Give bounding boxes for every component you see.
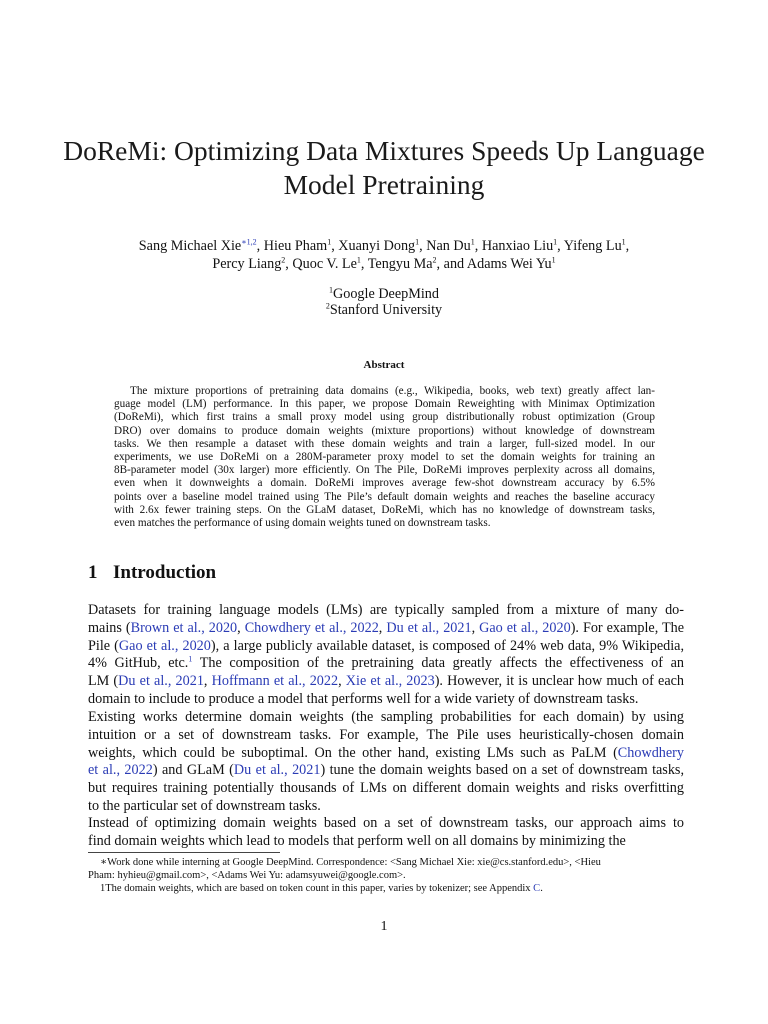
author-line-2 [60, 255, 708, 273]
abstract-line: even matches the performance of using domain weights tuned on downstream tasks. [114, 517, 491, 530]
author-affiliation-mark: 1 [415, 237, 420, 247]
section-heading [88, 562, 216, 584]
author-name: , Quoc V. Le [285, 256, 357, 272]
paragraph-text: ) tune the domain weights based on a set of downstream tasks, [320, 762, 684, 779]
author-name: , Hieu Pham [256, 238, 328, 254]
author-affiliation-mark: 1 [327, 237, 332, 247]
paragraph-text: Pile ( [88, 637, 119, 654]
author-name: , Xuanyi Dong [331, 238, 416, 254]
paper-title [60, 134, 708, 202]
paragraph-line [88, 780, 684, 798]
affiliation-stanford [60, 302, 708, 318]
paragraph-line [88, 798, 684, 816]
abstract-line: The mixture proportions of pretraining data domains (e.g., Wikipedia, books, web text) greatly affect lan- [130, 385, 655, 397]
paragraph-text: ), a large publicly available dataset, is composed of 24% web data, 9% Wikipedia, [210, 637, 685, 654]
paragraph-line [88, 727, 684, 745]
author-affiliation-mark: 2 [281, 255, 286, 265]
paragraph-text: to the particular set of downstream tasks. [88, 797, 321, 814]
citation-link[interactable]: et al., 2022 [88, 762, 153, 779]
paragraph-text: find domain weights which lead to models that perform well on all domains by minimizing the [88, 832, 626, 849]
affiliation-mark: 1 [329, 285, 333, 295]
paragraph-text: Datasets for training language models (LMs) are typically sampled from a mixture of many do- [88, 602, 684, 618]
abstract-line: DRO) over domains to produce domain weights (mixture proportions) without knowledge of downstream [114, 424, 655, 437]
abstract-line: guage model (LM) performance. In this paper, we propose Domain Reweighting with Minimax Optimization [114, 398, 655, 411]
author-name: , Nan Du [419, 238, 471, 254]
author-list [60, 237, 708, 273]
paragraph-text: ). However, it is unclear how much of each [434, 673, 685, 690]
citation-link[interactable]: Brown et al., 2020 [130, 619, 238, 636]
author-name: , Tengyu Ma [360, 256, 433, 272]
author-affiliation-mark: 1 [470, 237, 475, 247]
paragraph-text: Instead of optimizing domain weights based on a set of downstream tasks, our approach aims to [88, 815, 684, 831]
footnote-1-line-1: ∗Work done while interning at Google DeepMind. Correspondence: <Sang Michael Xie: xie@cs.stanford.edu>, <Hieu [100, 857, 601, 868]
appendix-link[interactable]: C [533, 883, 541, 894]
abstract-line: tasks. We then resample a dataset with these domain weights and train a larger, full-sized model. In our [114, 437, 655, 450]
page-number: 1 [380, 919, 388, 934]
paragraph-line [88, 620, 684, 638]
footnote-rule [88, 852, 280, 853]
paragraph-text: weights, which could be suboptimal. On the other hand, existing LMs such as PaLM ( [88, 744, 618, 761]
paragraph-text: , [378, 619, 387, 636]
abstract-line: 8B-parameter model (30x larger) more efficiently. On The Pile, DoReMi improves perplexity across all domains, [114, 464, 655, 477]
author-line-1 [60, 237, 708, 255]
paragraph-text: ) and GLaM ( [152, 762, 234, 779]
author-name: Sang Michael Xie [138, 238, 242, 254]
paragraph-text: domain to include to produce a model that performs well for a wide variety of downstream tasks. [88, 690, 639, 707]
author-affiliation-mark: 2 [432, 255, 437, 265]
paragraph-text: 4% GitHub, etc. [88, 655, 189, 672]
footnote-ref-link[interactable]: 1 [188, 654, 193, 664]
abstract-line: points over a baseline model trained using The Pile’s default domain weights and reaches the baseline accuracy [114, 490, 655, 503]
author-affiliation-mark: ∗1,2 [241, 237, 257, 247]
paragraph-line [88, 815, 684, 833]
paragraph-line [88, 709, 684, 727]
title-line-1: DoReMi: Optimizing Data Mixtures Speeds Up Language [63, 135, 705, 166]
paragraph-text: The composition of the pretraining data greatly affects the effectiveness of an [192, 655, 684, 672]
paragraph-line [88, 762, 684, 780]
paragraph-text: , [203, 673, 212, 690]
citation-link[interactable]: Gao et al., 2020 [479, 619, 571, 636]
author-name: , [625, 238, 630, 254]
paragraph-line [88, 602, 684, 620]
author-affiliation-mark: 1 [553, 237, 558, 247]
affiliation-name: Google DeepMind [333, 286, 439, 302]
author-affiliation-mark: 1 [551, 255, 556, 265]
paragraph-text: mains ( [88, 619, 131, 636]
affiliation-google [60, 286, 708, 302]
author-name: , Yifeng Lu [557, 238, 622, 254]
citation-link[interactable]: Du et al., 2021 [118, 673, 204, 690]
citation-link[interactable]: Gao et al., 2020 [118, 637, 211, 654]
paragraph-line [88, 673, 684, 691]
paragraph-line [88, 833, 684, 851]
author-name: , Hanxiao Liu [474, 238, 554, 254]
citation-link[interactable]: Chowdhery et al., 2022 [244, 619, 379, 636]
citation-link[interactable]: Chowdhery [617, 744, 684, 761]
citation-link[interactable]: Hoffmann et al., 2022 [211, 673, 339, 690]
author-affiliation-mark: 1 [356, 255, 361, 265]
abstract-line: with 2.6x fewer training steps. On the GLaM dataset, DoReMi, which has no knowledge of downstream tasks, [114, 503, 655, 516]
citation-link[interactable]: Du et al., 2021 [386, 619, 472, 636]
paragraph-text: , [237, 619, 245, 636]
paragraph-line [88, 655, 684, 673]
title-line-2: Model Pretraining [283, 169, 485, 200]
author-affiliation-mark: 1 [621, 237, 626, 247]
paragraph-1 [88, 602, 684, 709]
abstract-body [114, 385, 655, 530]
paragraph-2 [88, 709, 684, 816]
paragraph-text: LM ( [88, 673, 119, 690]
section-number: 1 [88, 562, 98, 583]
paragraph-text: intuition or a set of downstream tasks. For example, The Pile uses heuristically-chosen domain [88, 726, 684, 743]
paragraph-text: but requires training potentially thousands of LMs on different domain weights and risks overfitting [88, 780, 684, 797]
footnotes [88, 856, 684, 895]
section-title: Introduction [113, 562, 217, 583]
paragraph-text: , [471, 619, 480, 636]
abstract-line: (DoReMi), which first trains a small proxy model using group distributionally robust optimization (Group [114, 411, 655, 424]
footnote-2-text: 1The domain weights, which are based on token count in this paper, varies by tokenizer; see Appendix [100, 883, 534, 894]
abstract-line: even when it downweights a domain. DoReMi improves average few-shot downstream accuracy by 6.5% [114, 477, 655, 490]
paragraph-line [88, 638, 684, 656]
abstract-heading: Abstract [363, 359, 405, 371]
abstract-line: experiments, we use DoReMi on a 280M-parameter proxy model to set the domain weights for training an [114, 451, 655, 464]
affiliation-mark: 2 [325, 301, 330, 311]
footnote-2-end: . [540, 883, 543, 894]
paragraph-text: , [338, 673, 346, 690]
footnote-2 [88, 882, 684, 895]
author-name: , and Adams Wei Yu [436, 256, 552, 272]
author-name: Percy Liang [212, 256, 282, 272]
footnote-1-line-2: Pham: hyhieu@gmail.com>, <Adams Wei Yu: adamsyuwei@google.com>. [88, 870, 406, 881]
citation-link[interactable]: Du et al., 2021 [233, 762, 321, 779]
citation-link[interactable]: Xie et al., 2023 [345, 673, 435, 690]
paragraph-line [88, 745, 684, 763]
paragraph-text: ). For example, The [570, 619, 685, 636]
affiliation-name: Stanford University [329, 302, 443, 318]
paragraph-text: Existing works determine domain weights (the sampling probabilities for each domain) by using [88, 709, 684, 725]
paragraph-line [88, 691, 684, 709]
paragraph-3 [88, 815, 684, 851]
affiliations [60, 286, 708, 318]
